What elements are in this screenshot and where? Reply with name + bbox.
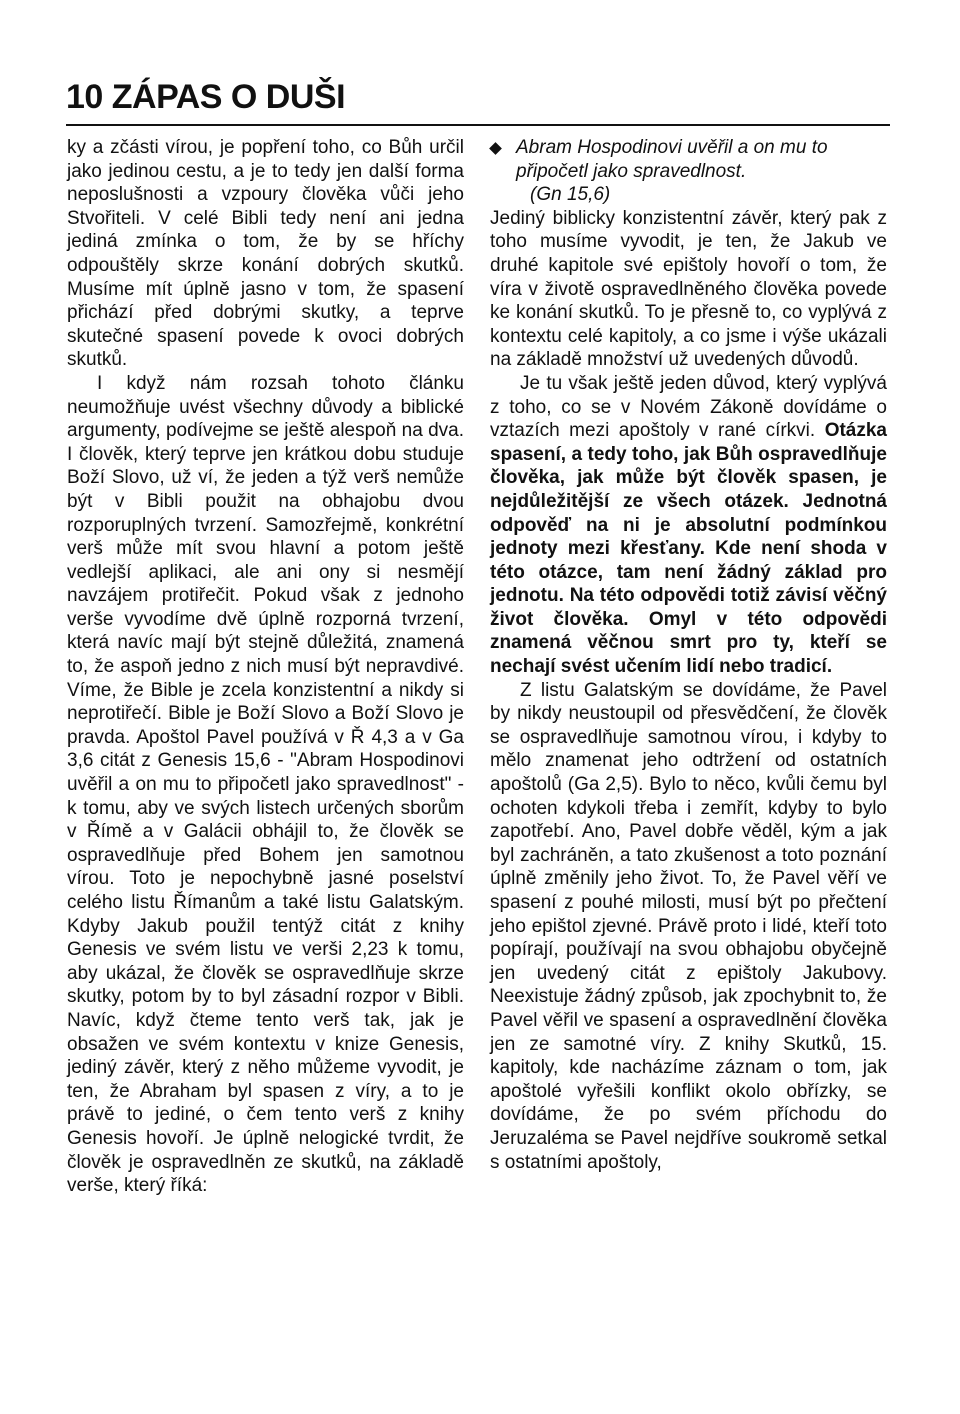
bold-emphasis-text: Otázka spasení, a tedy toho, jak Bůh ospravedlňuje člověka, jak může být člověk spasen, je nejdůležitější ze všech otázek. Jednotná odpověď na ni je absolutní podmínkou jednoty mezi křesťany. Kde není shoda v této otázce, tam není žádný základ pro jednotu. Na této odpovědi totiž závisí věčný život člověka. Omyl v této odpovědi znamená věčnou smrt pro ty, kteří se nechají svést učením lidí nebo tradicí.: [490, 420, 887, 678]
page-header: [66, 72, 890, 126]
quote-text: Abram Hospodinovi uvěřil a on mu to připočetl jako spravedlnost.: [516, 137, 828, 182]
right-column: [490, 136, 887, 1174]
quote-reference: (Gn 15,6): [530, 184, 611, 206]
paragraph: [490, 372, 887, 679]
paragraph-text: Je tu však ještě jeden důvod, který vyplývá z toho, co se v Novém Zákoně dovídáme o vztazích mezi apoštoly v rané církvi.: [490, 372, 887, 442]
left-column: [67, 136, 464, 1198]
scripture-quote: [490, 136, 887, 183]
paragraph: Jediný biblicky konzistentní závěr, který pak z toho musíme vyvodit, je ten, že Jakub ve druhé kapitole své epištoly hovoří o tom, že víra v životě ospravedlněného člověka povede ke konání skutků. To je přesně to, co vyplývá z kontextu celé kapitoly, a co jsme i výše ukázali na základě množství už uvedených důvodů.: [490, 207, 887, 371]
page-title: 10 ZÁPAS O DUŠI: [66, 78, 346, 116]
diamond-bullet-icon: [489, 142, 502, 155]
paragraph: Z listu Galatským se dovídáme, že Pavel by nikdy neustoupil od přesvědčení, že člověk se ospravedlňuje samotnou vírou, i kdyby to mělo znamenat jeho odtržení od ostatních apoštolů (Ga 2,5). Bylo to něco, kvůli čemu byl ochoten kdykoli třeba i zemřít, kdyby to bylo zapotřebí. Ano, Pavel dobře věděl, kým a jak byl zachráněn, a tato zkušenost a toto poznání úplně změnily jeho život. To, že Pavel věří ve spasení z pouhé milosti, musí být po přečtení jeho epištol zjevné. Právě proto i lidé, kteří toto popírají, používají na svou obhajobu obyčejně jen uvedený citát z epištoly Jakubovy. Neexistuje žádný způsob, jak zpochybnit to, že Pavel věřil ve spasení a ospravedlnění člověka jen ze samotné víry. Z knihy Skutků, 15. kapitoly, kde nacházíme záznam o tom, jak apoštolé vyřešili konflikt okolo obřízky, se dovídáme, že po svém příchodu do Jeruzaléma se Pavel nejdříve soukromě setkal s ostatními apoštoly,: [490, 679, 887, 1173]
paragraph: ky a zčásti vírou, je popření toho, co Bůh určil jako jedinou cestu, a je to tedy jen další forma neposlušnosti a vzpoury člověka vůči jeho Stvořiteli. V celé Bibli tedy není ani jedna jediná zmínka o tom, že by se hříchy odpouštěly skrze konání dobrých skutků. Musíme mít úplně jasno v tom, že spasení přichází před dobrými skutky, a teprve skutečné spasení povede k ovoci dobrých skutků.: [67, 137, 464, 371]
paragraph: I když nám rozsah tohoto článku neumožňuje uvést všechny důvody a biblické argumenty, podívejme se ještě alespoň na dva. I člověk, který teprve jen krátkou dobu studuje Boží Slovo, už ví, že jeden a týž verš nemůže být v Bibli použit na obhajobu dvou rozporuplných tvrzení. Samozřejmě, konkrétní verš může mít svou hlavní a potom ještě vedlejší aplikaci, ale ani ony si nesmějí navzájem protiřečit. Pokud však z jednoho verše vyvodíme dvě úplně rozporná tvrzení, která navíc mají být stejně důležitá, znamená to, že aspoň jedno z nich musí být nepravdivé. Víme, že Bible je zcela konzistentní a nikdy si neprotiřečí. Bible je Boží Slovo a Boží Slovo je pravda. Apoštol Pavel používá v Ř 4,3 a v Ga 3,6 citát z Genesis 15,6 - "Abram Hospodinovi uvěřil a on mu to připočetl jako spravedlnost" - k tomu, aby ve svých listech určených sborům v Římě a v Galácii obhájil to, že člověk se ospravedlňuje před Bohem jen samotnou vírou. Toto je nepochybně jasné poselství celého listu Římanům a také listu Galatským. Kdyby Jakub použil tentýž citát z knihy Genesis ve svém listu ve verši 2,23 k tomu, aby ukázal, že člověk se ospravedlňuje skrze skutky, potom by to byl zásadní rozpor v Bibli. Navíc, když čteme tento verš tak, jak je obsažen ve svém kontextu v knize Genesis, jediný závěr, který z něho můžeme vyvodit, je ten, že Abraham byl spasen z víry, a to je právě to jediné, o čem tento verš z knihy Genesis hovoří. Je úplně nelogické tvrdit, že člověk je ospravedlněn ze skutků, na základě verše, který říká:: [67, 372, 464, 1197]
